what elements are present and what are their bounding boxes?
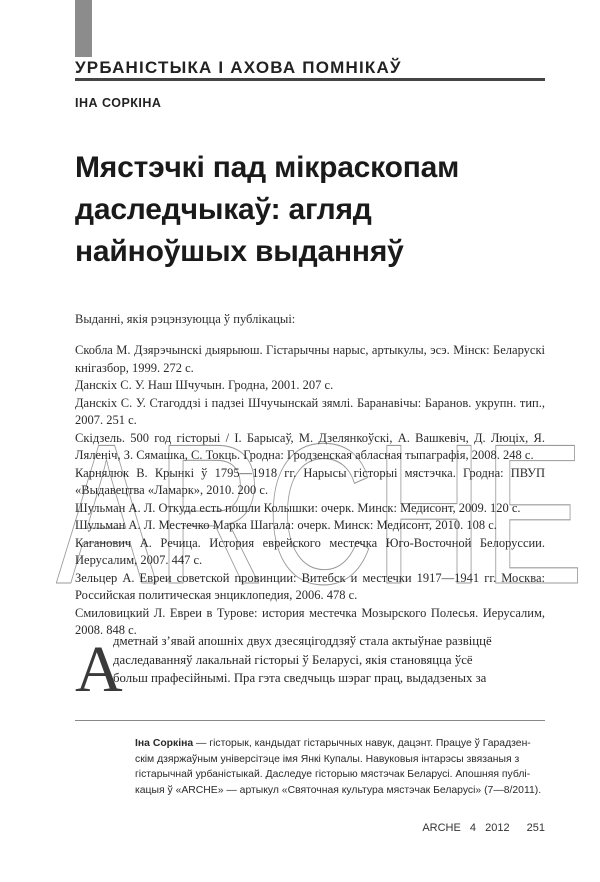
reviewed-intro: Выданні, якія рэцэнзуюцца ў публікацыі:: [75, 312, 296, 326]
reference-item: Смиловицкий Л. Евреи в Турове: история местечка Мозырского Полесья. Иерусалим, 2008. 848 с.: [75, 605, 545, 637]
section-rule: [75, 78, 545, 81]
reference-item: Данскіх С. У. Стагоддзі і падзеі Шчучынскай зямлі. Баранавічы: Баранов. укрупн. тип., 2007. 251 с.: [75, 395, 545, 427]
reference-item: Скобла М. Дзярэчынскі дыярыюш. Гістарычны нарыс, артыкулы, эсэ. Мінск: Беларускі кнігазбор, 1999. 272 с.: [75, 343, 545, 375]
reference-item: Шульман А. Л. Откуда есть пошли Колышки: очерк. Минск: Медисонт, 2009. 120 с.: [75, 500, 521, 515]
reference-item: Каганович А. Речица. История еврейского местечка Юго-Восточной Белоруссии. Иерусалим, 2007. 447 с.: [75, 535, 545, 567]
body-line: больш прафесійнымі. Пра гэта сведчыць шэраг прац, выдадзеных за: [113, 671, 487, 685]
watermark-text: ARCHE: [56, 403, 584, 626]
corner-decoration: [75, 0, 92, 57]
footer-journal: ARCHE: [422, 822, 461, 834]
body-line: дметнай з’явай апошніх двух дзесяцігоддзяў стала актыўнае развіццё: [113, 634, 492, 648]
page-number: 251: [526, 822, 545, 834]
reference-item: Карнялюк В. Крынкі ў 1795—1918 гг. Нарысы гісторыі мястэчка. Гродна: ПВУП «Выдавецтва «Ламарк», 2010. 200 с.: [75, 465, 545, 497]
reference-item: Данскіх С. У. Наш Шчучын. Гродна, 2001. 207 с.: [75, 378, 334, 392]
article-title: [75, 147, 545, 273]
body-paragraph: [75, 632, 545, 688]
bio-text: — гісторык, кандыдат гістарычных навук, дацэнт. Працуе ў Гарадзен-: [193, 738, 531, 749]
bio-line: [135, 736, 545, 752]
body-line: даследаванняў лакальнай гісторыі ў Беларусі, якія становяцца ўсё: [113, 652, 473, 667]
bio-line: гістарычнай урбаністыкай. Даследуе гісторыю мястэчак Беларусі. Апошняя публі-: [135, 769, 531, 781]
bio-author-name: Іна Соркіна: [135, 738, 194, 749]
page-footer: [405, 822, 545, 834]
author-bio: [135, 736, 545, 799]
title-line: Мястэчкі пад мікраскопам: [75, 151, 460, 184]
title-line: найноўшых выданняў: [75, 235, 404, 268]
reviewed-publications: [75, 312, 545, 640]
section-header: УРБАНІСТЫКА І АХОВА ПОМНІКАЎ: [75, 58, 402, 77]
footnote-rule: [75, 720, 545, 721]
title-line: даследчыкаў: агляд: [75, 193, 372, 226]
footer-year: 2012: [485, 822, 510, 834]
reference-item: Скідзель. 500 год гісторыі / І. Барысаў, М. Дзелянкоўскі, А. Вашкевіч, Д. Люціх, Я. Ляленіч, З. Сямашка, С. Токць. Гродна: Гродзенская абласная тыпаграфія, 2008. 248 с.: [75, 430, 545, 462]
reference-item: Зельцер А. Евреи советской провинции: Витебск и местечки 1917—1941 гг. Москва: Российская политическая энциклопедия, 2006. 478 с.: [75, 570, 545, 602]
author-name: ІНА СОРКІНА: [75, 96, 162, 110]
footer-issue: 4: [469, 822, 477, 834]
drop-cap: А: [75, 633, 123, 706]
bio-line: кацыя ў «ARCHE» — артыкул «Святочная культура мястэчак Беларусі» (7—8/2011).: [135, 785, 542, 797]
reference-item: Шульман А. Л. Местечко Марка Шагала: очерк. Минск: Медисонт, 2010. 108 с.: [75, 518, 497, 532]
bio-line: скім дзяржаўным універсітэце імя Янкі Купалы. Навуковыя інтарэсы звязаныя з: [135, 753, 520, 765]
